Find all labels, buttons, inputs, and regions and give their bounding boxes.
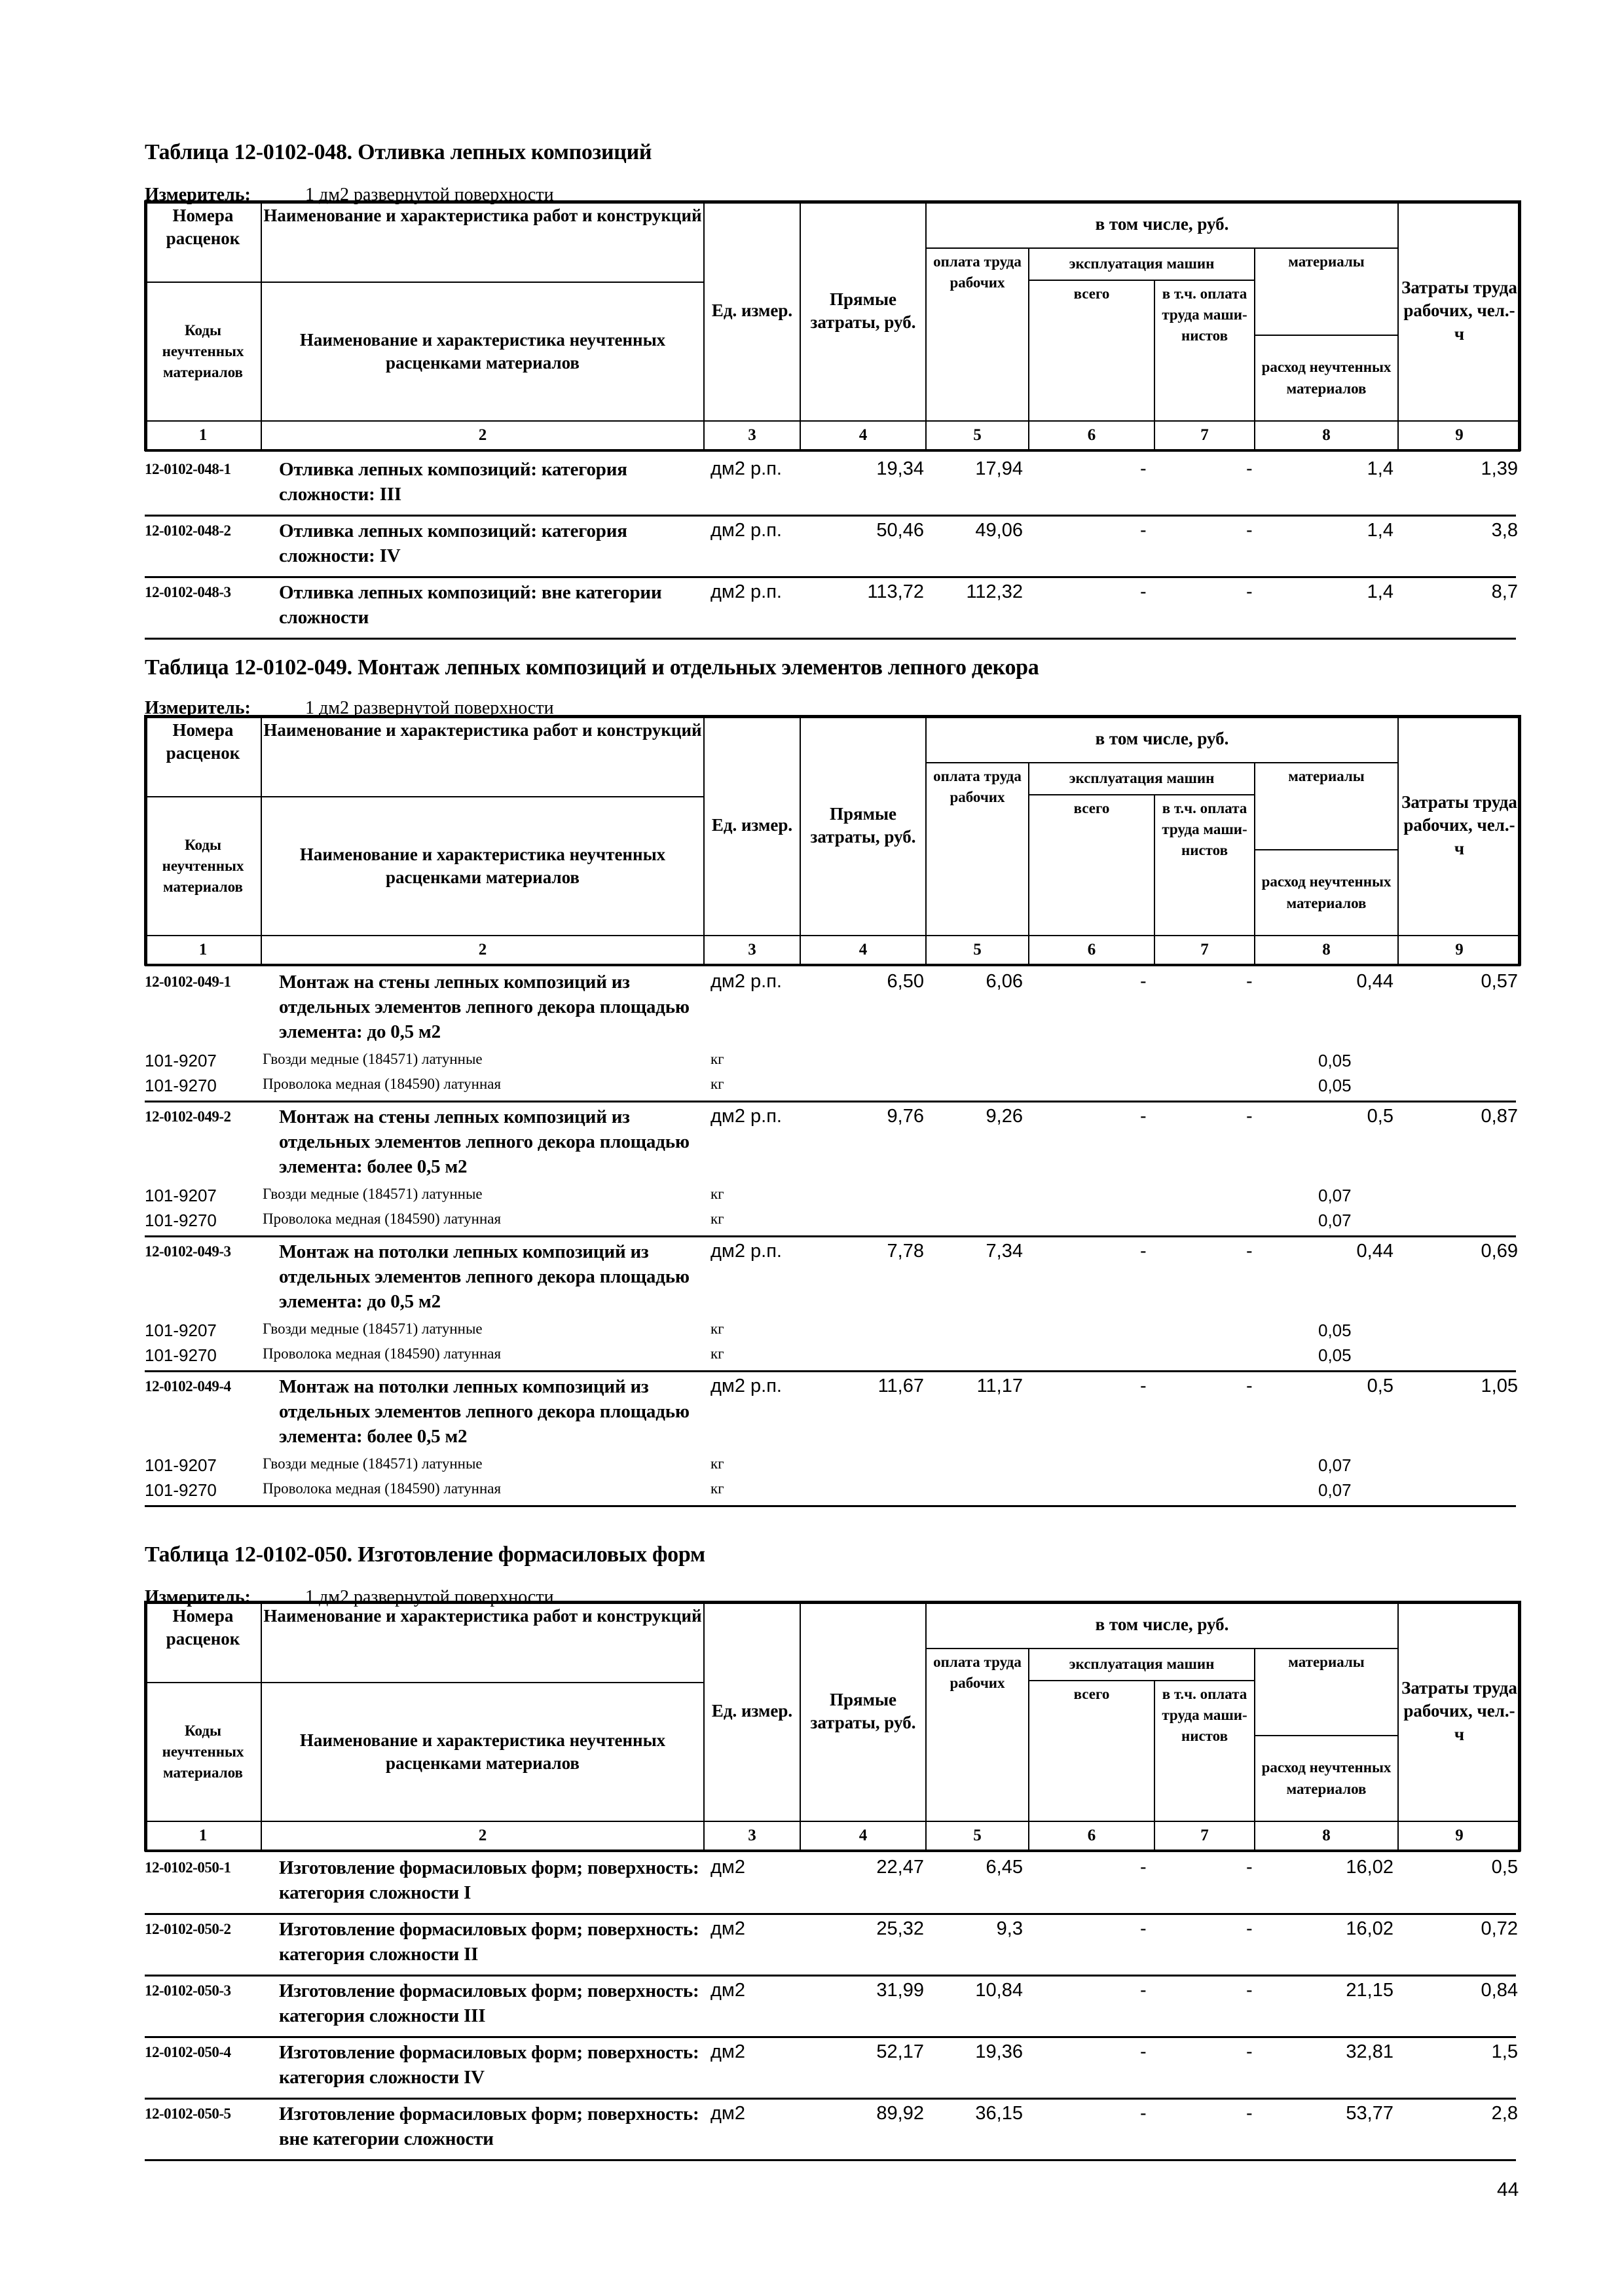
unit: дм2 [710, 2103, 745, 2124]
value-col-8: 0,5 [1367, 1106, 1393, 1127]
header-ed: Ед. измер. [703, 1601, 801, 1822]
value-col-4: 19,34 [876, 458, 924, 479]
value-col-8: 16,02 [1346, 1857, 1393, 1878]
rate-code: 12-0102-049-3 [145, 1243, 231, 1260]
material-name: Проволока медная (184590) латунная [263, 1211, 502, 1227]
value-col-5: 17,94 [975, 458, 1023, 479]
table-title: Таблица 12-0102-049. Монтаж лепных композиций и отдельных элементов лепного декора [145, 655, 1039, 680]
rate-code: 12-0102-049-2 [145, 1108, 231, 1125]
header-column-number: 7 [1154, 420, 1255, 451]
value-col-5: 36,15 [975, 2103, 1023, 2124]
header-nomera: Номера расценок [144, 200, 262, 283]
value-col-6: - [1140, 2041, 1147, 2062]
header-ekspl: эксплуатация машин [1028, 762, 1255, 795]
rate-code: 12-0102-050-5 [145, 2105, 231, 2122]
value-col-7: - [1246, 1376, 1253, 1396]
material-unit: кг [710, 1186, 724, 1202]
header-column-number: 4 [800, 935, 927, 966]
material-consumption: 0,05 [1318, 1076, 1352, 1095]
value-col-4: 25,32 [876, 1918, 924, 1939]
value-col-4: 113,72 [867, 581, 924, 602]
work-description: Изготовление формасиловых форм; поверхность: категория сложности II [279, 1919, 699, 1965]
header-column-number: 5 [925, 935, 1029, 966]
value-col-8: 53,77 [1346, 2103, 1393, 2124]
value-col-6: - [1140, 1376, 1147, 1396]
material-unit: кг [710, 1455, 724, 1472]
material-code: 101-9270 [145, 1211, 217, 1230]
value-col-8: 16,02 [1346, 1918, 1393, 1939]
header-column-number: 9 [1397, 935, 1521, 966]
material-unit: кг [710, 1211, 724, 1227]
rate-code: 12-0102-048-3 [145, 584, 231, 600]
unit: дм2 [710, 1980, 745, 2001]
row-separator [145, 638, 1516, 640]
value-col-4: 22,47 [876, 1857, 924, 1878]
value-col-7: - [1246, 971, 1253, 992]
material-name: Гвозди медные (184571) латунные [263, 1321, 483, 1337]
header-column-number: 8 [1254, 935, 1399, 966]
value-col-5: 9,3 [996, 1918, 1023, 1939]
header-column-number: 4 [800, 420, 927, 451]
table-row [145, 967, 1521, 1102]
unit: дм2 р.п. [710, 458, 782, 479]
table-title: Таблица 12-0102-050. Изготовление формасиловых форм [145, 1542, 705, 1567]
material-name: Проволока медная (184590) латунная [263, 1345, 502, 1362]
value-col-8: 0,5 [1367, 1376, 1393, 1396]
value-col-8: 32,81 [1346, 2041, 1393, 2062]
value-col-5: 6,06 [986, 971, 1023, 992]
value-col-5: 10,84 [975, 1980, 1023, 2001]
value-col-5: 7,34 [986, 1241, 1023, 1262]
header-column-number: 1 [144, 420, 262, 451]
table-row [145, 516, 1521, 577]
value-col-6: - [1140, 581, 1147, 602]
value-col-6: - [1140, 520, 1147, 541]
value-col-7: - [1246, 458, 1253, 479]
measure-value: 1 дм2 развернутой поверхности [305, 698, 554, 718]
header-column-number: 8 [1254, 420, 1399, 451]
work-description: Монтаж на потолки лепных композиций из отдельных элементов лепного декора площадью элемента: до 0,5 м2 [279, 1241, 690, 1312]
header-column-number: 4 [800, 1821, 927, 1851]
material-name: Гвозди медные (184571) латунные [263, 1186, 483, 1202]
table-row [145, 454, 1521, 516]
value-col-7: - [1246, 1980, 1253, 2001]
header-column-number: 6 [1028, 1821, 1155, 1851]
header-v-tom-chisle: в том числе, руб. [925, 1601, 1399, 1649]
value-col-8: 1,4 [1367, 520, 1393, 541]
unit: дм2 р.п. [710, 1241, 782, 1262]
work-description: Изготовление формасиловых форм; поверхность: категория сложности IV [279, 2042, 699, 2088]
rate-code: 12-0102-050-1 [145, 1859, 231, 1876]
header-rashod: расход неучтенных материалов [1254, 335, 1399, 422]
value-col-9: 1,39 [1481, 458, 1518, 479]
value-col-9: 0,69 [1481, 1241, 1518, 1262]
material-unit: кг [710, 1480, 724, 1497]
work-description: Монтаж на стены лепных композиций из отдельных элементов лепного декора площадью элемента: более 0,5 м2 [279, 1106, 690, 1177]
header-vtch: в т.ч. оплата труда маши-нистов [1154, 1680, 1255, 1822]
header-kody: Коды неучтенных материалов [144, 1682, 262, 1822]
material-unit: кг [710, 1051, 724, 1067]
value-col-7: - [1246, 1241, 1253, 1262]
header-column-number: 5 [925, 420, 1029, 451]
value-col-9: 2,8 [1491, 2103, 1518, 2124]
material-unit: кг [710, 1321, 724, 1337]
header-column-number: 1 [144, 935, 262, 966]
value-col-7: - [1246, 520, 1253, 541]
value-col-9: 0,72 [1481, 1918, 1518, 1939]
value-col-6: - [1140, 1980, 1147, 2001]
value-col-4: 6,50 [887, 971, 924, 992]
header-vsego: всего [1028, 794, 1155, 936]
header-column-number: 9 [1397, 1821, 1521, 1851]
header-rashod: расход неучтенных материалов [1254, 849, 1399, 936]
material-consumption: 0,05 [1318, 1051, 1352, 1070]
header-v-tom-chisle: в том числе, руб. [925, 715, 1399, 763]
header-naim-mat: Наименование и характеристика неучтенных расценками материалов [261, 282, 705, 422]
value-col-4: 52,17 [876, 2041, 924, 2062]
header-column-number: 3 [703, 420, 801, 451]
header-column-number: 1 [144, 1821, 262, 1851]
header-vtch: в т.ч. оплата труда маши-нистов [1154, 794, 1255, 936]
material-code: 101-9270 [145, 1076, 217, 1095]
value-col-6: - [1140, 1857, 1147, 1878]
value-col-6: - [1140, 1241, 1147, 1262]
value-col-4: 9,76 [887, 1106, 924, 1127]
value-col-6: - [1140, 2103, 1147, 2124]
unit: дм2 р.п. [710, 1106, 782, 1127]
material-consumption: 0,05 [1318, 1321, 1352, 1340]
material-consumption: 0,05 [1318, 1345, 1352, 1365]
header-zatraty: Затраты труда рабочих, чел.-ч [1397, 1601, 1521, 1822]
work-description: Изготовление формасиловых форм; поверхность: категория сложности III [279, 1980, 699, 2026]
value-col-9: 0,5 [1491, 1857, 1518, 1878]
header-naim-mat: Наименование и характеристика неучтенных расценками материалов [261, 1682, 705, 1822]
header-rashod: расход неучтенных материалов [1254, 1735, 1399, 1822]
header-column-number: 3 [703, 1821, 801, 1851]
value-col-5: 19,36 [975, 2041, 1023, 2062]
row-separator [145, 1505, 1516, 1507]
value-col-6: - [1140, 971, 1147, 992]
value-col-5: 112,32 [966, 581, 1023, 602]
header-materialy: материалы [1254, 247, 1399, 336]
rate-code: 12-0102-049-1 [145, 974, 231, 990]
table-row [145, 1853, 1521, 1914]
material-code: 101-9207 [145, 1051, 217, 1070]
material-code: 101-9207 [145, 1321, 217, 1340]
value-col-4: 50,46 [876, 520, 924, 541]
work-description: Монтаж на стены лепных композиций из отдельных элементов лепного декора площадью элемента: до 0,5 м2 [279, 972, 690, 1042]
value-col-9: 0,84 [1481, 1980, 1518, 2001]
rate-code: 12-0102-050-4 [145, 2044, 231, 2060]
header-vsego: всего [1028, 280, 1155, 422]
unit: дм2 р.п. [710, 581, 782, 602]
table-row [145, 1237, 1521, 1372]
rate-code: 12-0102-048-2 [145, 522, 231, 539]
header-column-number: 2 [261, 935, 705, 966]
unit: дм2 [710, 1918, 745, 1939]
header-ekspl: эксплуатация машин [1028, 247, 1255, 281]
rate-code: 12-0102-050-3 [145, 1982, 231, 1999]
material-consumption: 0,07 [1318, 1480, 1352, 1500]
header-v-tom-chisle: в том числе, руб. [925, 200, 1399, 249]
value-col-8: 0,44 [1356, 1241, 1393, 1262]
header-nomera: Номера расценок [144, 1601, 262, 1683]
work-description: Изготовление формасиловых форм; поверхность: категория сложности I [279, 1857, 699, 1903]
material-name: Гвозди медные (184571) латунные [263, 1051, 483, 1067]
header-vtch: в т.ч. оплата труда маши-нистов [1154, 280, 1255, 422]
header-ed: Ед. измер. [703, 715, 801, 936]
material-code: 101-9270 [145, 1480, 217, 1500]
row-separator [145, 2159, 1516, 2161]
value-col-7: - [1246, 581, 1253, 602]
value-col-9: 0,87 [1481, 1106, 1518, 1127]
table-row [145, 1102, 1521, 1237]
material-name: Проволока медная (184590) латунная [263, 1076, 502, 1092]
value-col-7: - [1246, 2041, 1253, 2062]
header-pryamye: Прямые затраты, руб. [800, 1601, 927, 1822]
table-row [145, 1914, 1521, 1976]
value-col-9: 1,05 [1481, 1376, 1518, 1396]
unit: дм2 [710, 1857, 745, 1878]
rate-code: 12-0102-050-2 [145, 1921, 231, 1937]
value-col-9: 1,5 [1491, 2041, 1518, 2062]
table-row [145, 2099, 1521, 2160]
table-row [145, 1372, 1521, 1506]
work-description: Монтаж на потолки лепных композиций из отдельных элементов лепного декора площадью элемента: более 0,5 м2 [279, 1376, 690, 1447]
page-number: 44 [1497, 2179, 1519, 2200]
header-column-number: 8 [1254, 1821, 1399, 1851]
value-col-8: 1,4 [1367, 458, 1393, 479]
rate-code: 12-0102-049-4 [145, 1378, 231, 1394]
value-col-4: 7,78 [887, 1241, 924, 1262]
value-col-5: 49,06 [975, 520, 1023, 541]
value-col-6: - [1140, 1106, 1147, 1127]
header-column-number: 5 [925, 1821, 1029, 1851]
measure-value: 1 дм2 развернутой поверхности [305, 1587, 554, 1607]
value-col-5: 6,45 [986, 1857, 1023, 1878]
header-oplata: оплата труда рабочих [925, 1648, 1029, 1822]
work-description: Отливка лепных композиций: категория сложности: IV [279, 520, 627, 566]
value-col-6: - [1140, 1918, 1147, 1939]
header-ed: Ед. измер. [703, 200, 801, 422]
header-pryamye: Прямые затраты, руб. [800, 715, 927, 936]
header-vsego: всего [1028, 1680, 1155, 1822]
material-name: Проволока медная (184590) латунная [263, 1480, 502, 1497]
value-col-9: 0,57 [1481, 971, 1518, 992]
value-col-5: 9,26 [986, 1106, 1023, 1127]
value-col-8: 0,44 [1356, 971, 1393, 992]
material-code: 101-9207 [145, 1455, 217, 1475]
unit: дм2 р.п. [710, 971, 782, 992]
value-col-5: 11,17 [976, 1376, 1023, 1396]
measure-label: Измеритель: [145, 698, 251, 718]
material-consumption: 0,07 [1318, 1211, 1352, 1230]
header-column-number: 2 [261, 420, 705, 451]
value-col-4: 89,92 [876, 2103, 924, 2124]
unit: дм2 р.п. [710, 1376, 782, 1396]
measure-label: Измеритель: [145, 185, 251, 205]
value-col-9: 8,7 [1491, 581, 1518, 602]
material-unit: кг [710, 1345, 724, 1362]
header-column-number: 6 [1028, 935, 1155, 966]
header-zatraty: Затраты труда рабочих, чел.-ч [1397, 200, 1521, 422]
header-naim-rabot: Наименование и характеристика работ и конструкций [261, 715, 705, 797]
header-oplata: оплата труда рабочих [925, 762, 1029, 936]
header-pryamye: Прямые затраты, руб. [800, 200, 927, 422]
rate-code: 12-0102-048-1 [145, 461, 231, 477]
value-col-7: - [1246, 2103, 1253, 2124]
header-column-number: 9 [1397, 420, 1521, 451]
header-naim-rabot: Наименование и характеристика работ и конструкций [261, 200, 705, 283]
header-oplata: оплата труда рабочих [925, 247, 1029, 422]
work-description: Изготовление формасиловых форм; поверхность: вне категории сложности [279, 2104, 699, 2149]
value-col-7: - [1246, 1106, 1253, 1127]
header-column-number: 7 [1154, 1821, 1255, 1851]
measure-label: Измеритель: [145, 1587, 251, 1607]
table-row [145, 1976, 1521, 2037]
header-column-number: 6 [1028, 420, 1155, 451]
header-column-number: 7 [1154, 935, 1255, 966]
table-row [145, 2037, 1521, 2099]
header-nomera: Номера расценок [144, 715, 262, 797]
measure-value: 1 дм2 развернутой поверхности [305, 185, 554, 205]
material-name: Гвозди медные (184571) латунные [263, 1455, 483, 1472]
work-description: Отливка лепных композиций: вне категории сложности [279, 582, 662, 628]
header-materialy: материалы [1254, 1648, 1399, 1736]
unit: дм2 [710, 2041, 745, 2062]
header-ekspl: эксплуатация машин [1028, 1648, 1255, 1681]
table-title: Таблица 12-0102-048. Отливка лепных композиций [145, 140, 652, 164]
material-code: 101-9270 [145, 1345, 217, 1365]
table-row [145, 577, 1521, 639]
header-zatraty: Затраты труда рабочих, чел.-ч [1397, 715, 1521, 936]
header-naim-rabot: Наименование и характеристика работ и конструкций [261, 1601, 705, 1683]
value-col-4: 31,99 [876, 1980, 924, 2001]
value-col-6: - [1140, 458, 1147, 479]
value-col-8: 1,4 [1367, 581, 1393, 602]
work-description: Отливка лепных композиций: категория сложности: III [279, 459, 627, 505]
value-col-9: 3,8 [1491, 520, 1518, 541]
header-kody: Коды неучтенных материалов [144, 282, 262, 422]
value-col-4: 11,67 [877, 1376, 924, 1396]
value-col-7: - [1246, 1857, 1253, 1878]
header-naim-mat: Наименование и характеристика неучтенных расценками материалов [261, 796, 705, 936]
material-consumption: 0,07 [1318, 1455, 1352, 1475]
unit: дм2 р.п. [710, 520, 782, 541]
header-column-number: 3 [703, 935, 801, 966]
material-unit: кг [710, 1076, 724, 1092]
header-materialy: материалы [1254, 762, 1399, 850]
material-code: 101-9207 [145, 1186, 217, 1205]
value-col-7: - [1246, 1918, 1253, 1939]
header-kody: Коды неучтенных материалов [144, 796, 262, 936]
header-column-number: 2 [261, 1821, 705, 1851]
material-consumption: 0,07 [1318, 1186, 1352, 1205]
value-col-8: 21,15 [1346, 1980, 1393, 2001]
